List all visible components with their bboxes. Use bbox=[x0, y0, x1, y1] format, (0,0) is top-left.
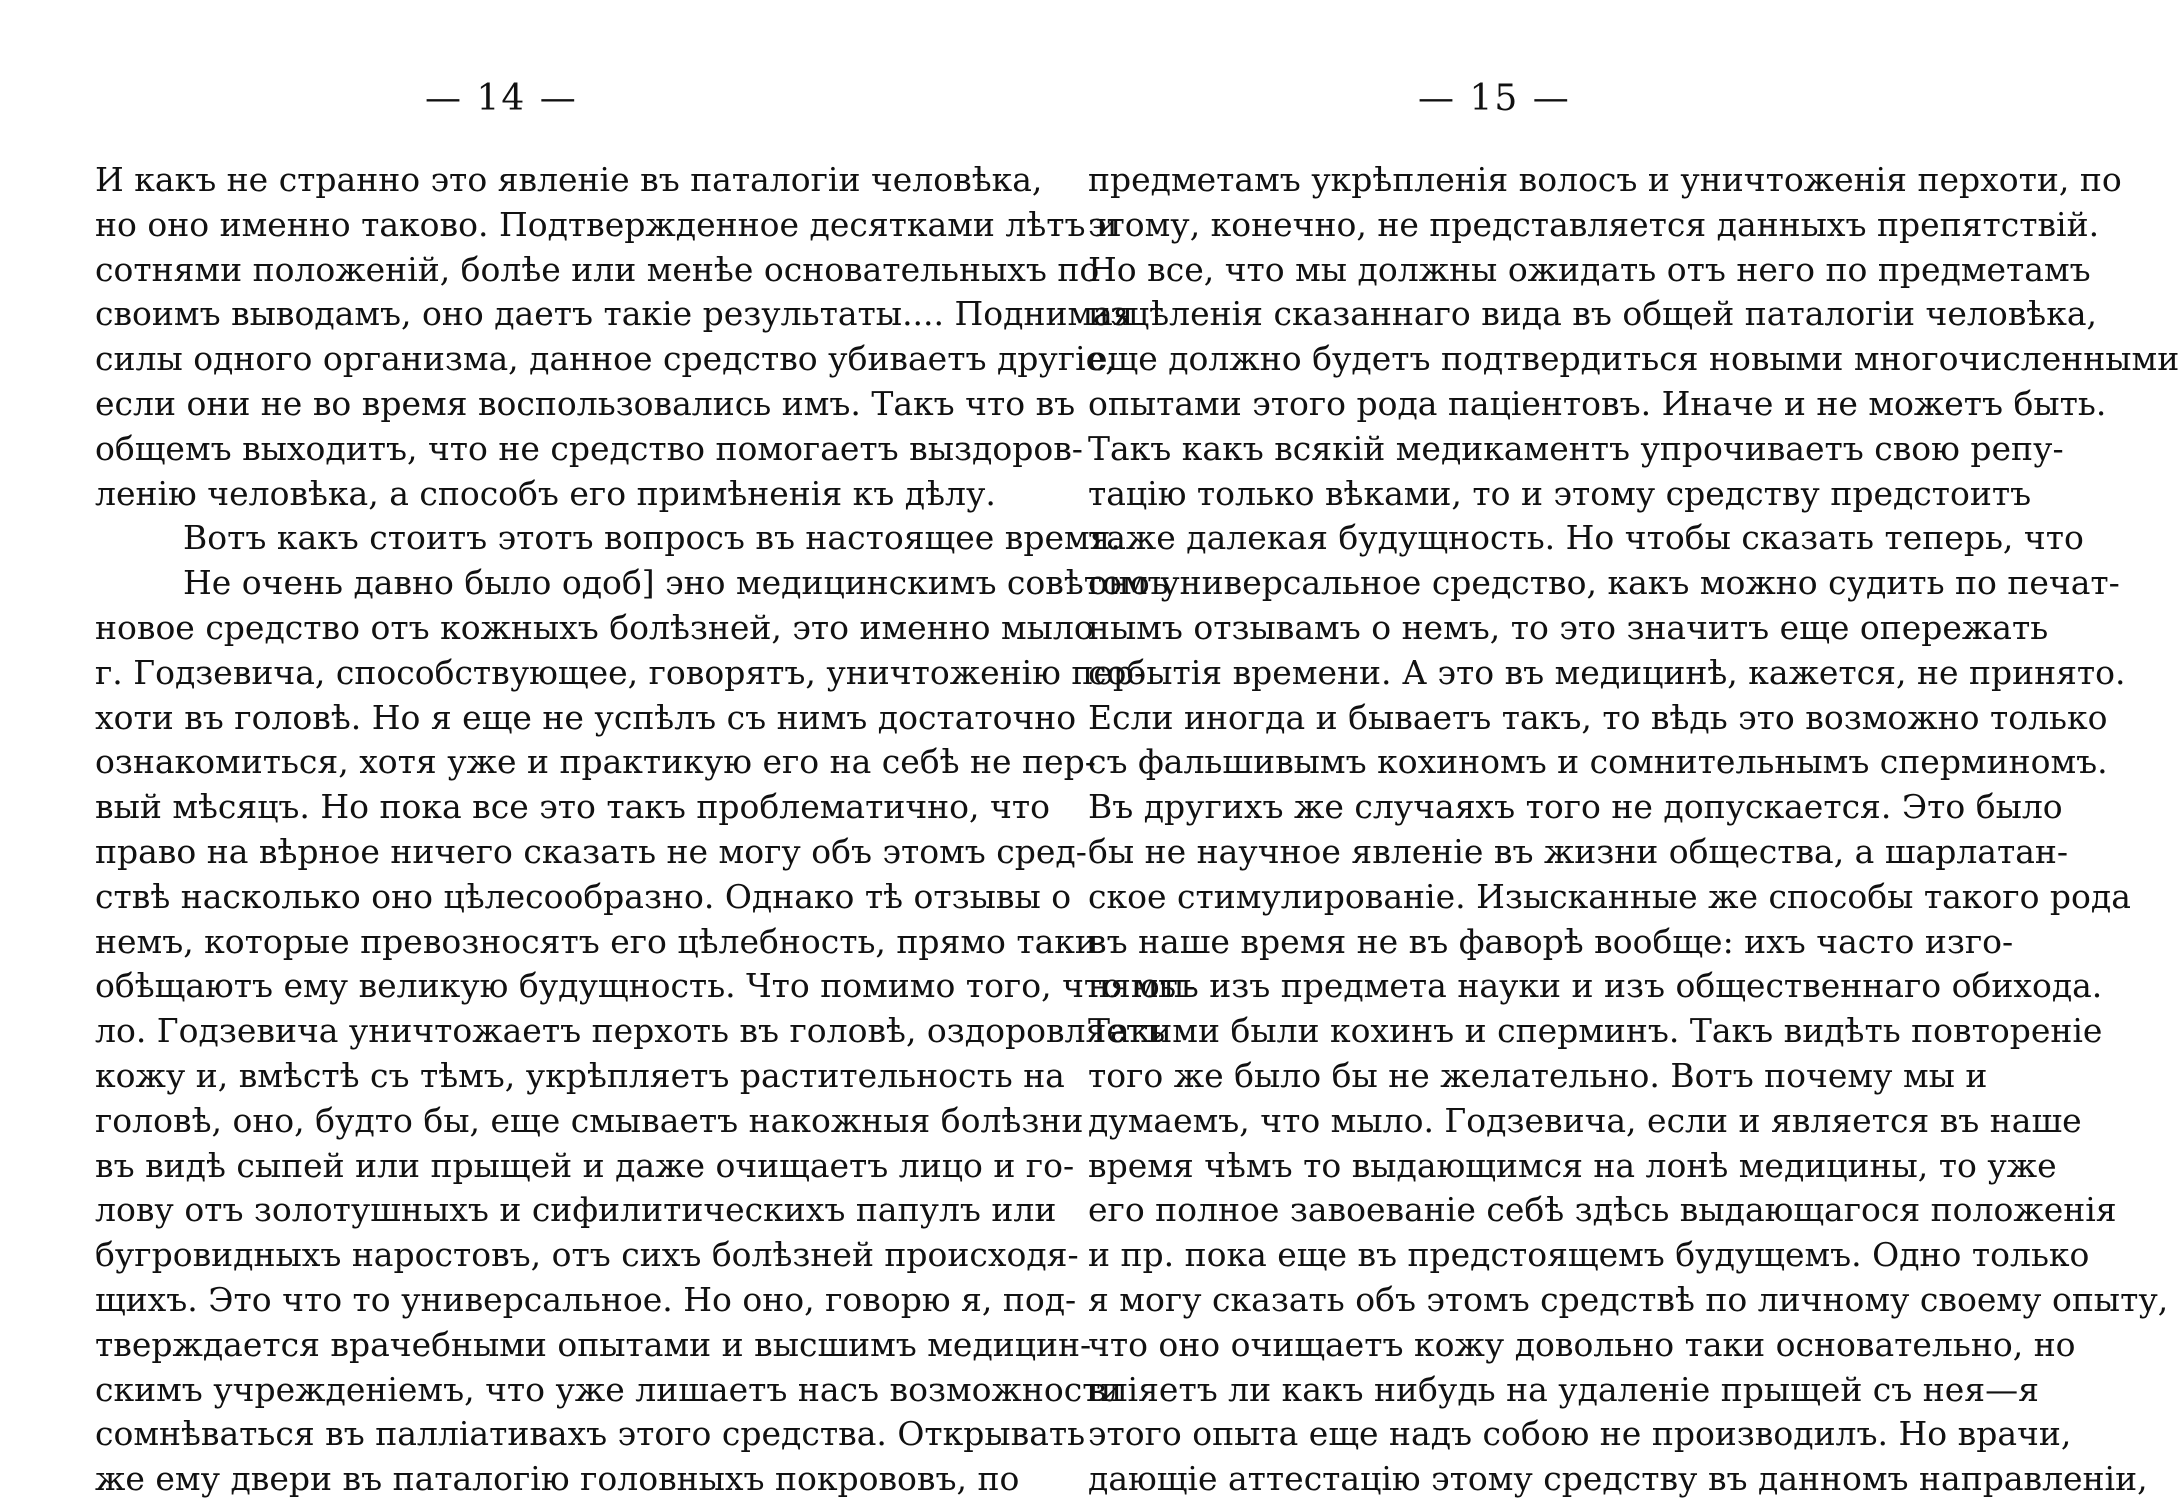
text-line: И какъ не странно это явленіе въ паталогіи человѣка, bbox=[95, 160, 1043, 199]
text-line: его полное завоеваніе себѣ здѣсь выдающагося положенія bbox=[1088, 1190, 2117, 1230]
text-line: ское стимулированіе. Изысканные же способы такого рода bbox=[1088, 876, 2131, 916]
text-line: бы не научное явленіе въ жизни общества, а шарлатан- bbox=[1088, 831, 2069, 871]
text-line: лову отъ золотушныхъ и сифилитическихъ папулъ или bbox=[95, 1190, 1057, 1230]
text-line: въ видѣ сыпей или прыщей и даже очищаетъ лицо и го- bbox=[95, 1145, 1075, 1185]
text-line: что оно очищаетъ кожу довольно таки основательно, но bbox=[1088, 1324, 2076, 1364]
text-line: силы одного организма, данное средство убиваетъ другіе, bbox=[95, 339, 1116, 379]
text-line: съ фальшивымъ кохиномъ и сомнительнымъ сперминомъ. bbox=[1088, 742, 2108, 782]
text-line: новое средство отъ кожныхъ болѣзней, это именно мыло bbox=[95, 607, 1094, 647]
text-line: Такъ какъ всякій медикаментъ упрочиваетъ свою репу- bbox=[1088, 428, 2064, 468]
text-line: ло. Годзевича уничтожаетъ перхоть въ головѣ, оздоровляетъ bbox=[95, 1011, 1166, 1051]
page-number: — 14 — bbox=[425, 78, 578, 119]
text-line: ствѣ насколько оно цѣлесообразно. Однако тѣ отзывы о bbox=[95, 876, 1072, 916]
text-line: Не очень давно было одоб] эно медицинскимъ совѣтомъ bbox=[183, 563, 1169, 603]
text-line: бугровидныхъ наростовъ, отъ сихъ болѣзней происходя- bbox=[95, 1235, 1079, 1275]
text-line: но оно именно таково. Подтвержденное десятками лѣтъ и bbox=[95, 204, 1118, 244]
text-line: головѣ, оно, будто бы, еще смываетъ накожныя болѣзни bbox=[95, 1100, 1084, 1140]
text-line: право на вѣрное ничего сказать не могу объ этомъ сред- bbox=[95, 831, 1087, 871]
text-line: Если иногда и бываетъ такъ, то вѣдь это возможно только bbox=[1088, 697, 2108, 737]
text-line: предметамъ укрѣпленія волосъ и уничтоженія перхоти, по bbox=[1088, 160, 2122, 199]
text-line: я могу сказать объ этомъ средствѣ по личному своему опыту, bbox=[1088, 1279, 2169, 1319]
text-line: еще должно будетъ подтвердиться новыми многочисленными bbox=[1088, 339, 2179, 379]
text-line: изцѣленія сказаннаго вида въ общей паталогіи человѣка, bbox=[1088, 294, 2097, 334]
text-line: того же было бы не желательно. Вотъ почему мы и bbox=[1088, 1055, 1988, 1095]
text-line: событія времени. А это въ медицинѣ, кажется, не принято. bbox=[1088, 652, 2126, 692]
text-line: няютъ изъ предмета науки и изъ общественнаго обихода. bbox=[1088, 966, 2103, 1006]
text-line: Вотъ какъ стоитъ этотъ вопросъ въ настоящее время. bbox=[183, 518, 1121, 558]
text-line: этому, конечно, не представляется данныхъ препятствій. bbox=[1088, 204, 2100, 244]
text-line: ознакомиться, хотя уже и практикую его на себѣ не пер- bbox=[95, 742, 1096, 782]
right-page bbox=[1088, 0, 2179, 1499]
text-line: думаемъ, что мыло. Годзевича, если и является въ наше bbox=[1088, 1100, 2082, 1140]
text-line: время чѣмъ то выдающимся на лонѣ медицины, то уже bbox=[1088, 1145, 2057, 1185]
text-line: своимъ выводамъ, оно даетъ такіе результаты.... Поднимая bbox=[95, 294, 1134, 334]
text-line: сотнями положеній, болѣе или менѣе основательныхъ по bbox=[95, 249, 1100, 289]
text-line: Въ другихъ же случаяхъ того не допускается. Это было bbox=[1088, 787, 2063, 827]
text-line: немъ, которые превозносятъ его цѣлебность, прямо таки bbox=[95, 921, 1097, 961]
text-line: ленію человѣка, а способъ его примѣненія къ дѣлу. bbox=[95, 473, 996, 513]
text-line: щихъ. Это что то универсальное. Но оно, говорю я, под- bbox=[95, 1279, 1077, 1319]
gutter bbox=[1000, 0, 1001, 1495]
text-line: и пр. пока еще въ предстоящемъ будущемъ. Одно только bbox=[1088, 1235, 2090, 1275]
text-line: вліяетъ ли какъ нибудь на удаленіе прыщей съ нея—я bbox=[1088, 1369, 2039, 1409]
text-line: общемъ выходитъ, что не средство помогаетъ выздоров- bbox=[95, 428, 1083, 468]
text-line: г. Годзевича, способствующее, говорятъ, уничтоженію пер- bbox=[95, 652, 1146, 692]
page-number: — 15 — bbox=[1418, 78, 1571, 119]
text-line: скимъ учрежденіемъ, что уже лишаетъ насъ возможности bbox=[95, 1369, 1123, 1409]
text-line: вый мѣсяцъ. Но пока все это такъ проблематично, что bbox=[95, 787, 1050, 827]
text-line: сомнѣваться въ палліативахъ этого средства. Открывать bbox=[95, 1414, 1086, 1454]
text-line: Такими были кохинъ и сперминъ. Такъ видѣть повтореніе bbox=[1088, 1011, 2103, 1051]
text-line: обѣщаютъ ему великую будущность. Что помимо того, что мы- bbox=[95, 966, 1196, 1006]
text-line: оно универсальное средство, какъ можно судить по печат- bbox=[1088, 563, 2120, 603]
text-line: кожу и, вмѣстѣ съ тѣмъ, укрѣпляетъ растительность на bbox=[95, 1055, 1065, 1095]
text-line: дающіе аттестацію этому средству въ данномъ направленіи, bbox=[1088, 1459, 2148, 1499]
page-body-text bbox=[1088, 158, 2179, 1502]
text-line: Но все, что мы должны ожидать отъ него по предметамъ bbox=[1088, 249, 2091, 289]
text-line: опытами этого рода паціентовъ. Иначе и не можетъ быть. bbox=[1088, 383, 2107, 423]
text-line: тверждается врачебными опытами и высшимъ медицин- bbox=[95, 1324, 1092, 1364]
text-line: хоти въ головѣ. Но я еще не успѣлъ съ нимъ достаточно bbox=[95, 697, 1077, 737]
text-line: таже далекая будущность. Но чтобы сказать теперь, что bbox=[1088, 518, 2084, 558]
text-line: въ наше время не въ фаворѣ вообще: ихъ часто изго- bbox=[1088, 921, 2014, 961]
text-line: тацію только вѣками, то и этому средству предстоитъ bbox=[1088, 473, 2032, 513]
text-line: же ему двери въ паталогію головныхъ покрововъ, по bbox=[95, 1459, 1020, 1499]
page-body-text bbox=[95, 158, 1196, 1502]
left-page bbox=[95, 0, 1196, 1499]
text-line: нымъ отзывамъ о немъ, то это значитъ еще опережать bbox=[1088, 607, 2049, 647]
text-line: если они не во время воспользовались имъ. Такъ что въ bbox=[95, 383, 1076, 423]
text-line: этого опыта еще надъ собою не производилъ. Но врачи, bbox=[1088, 1414, 2072, 1454]
